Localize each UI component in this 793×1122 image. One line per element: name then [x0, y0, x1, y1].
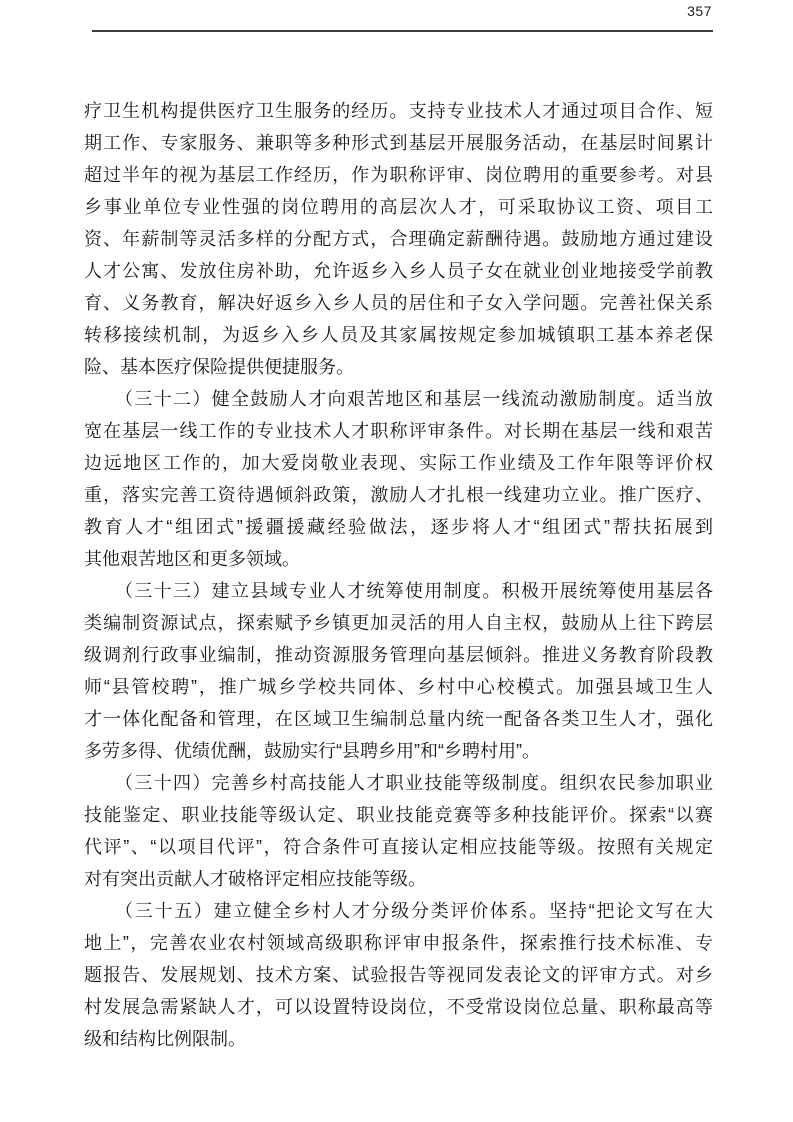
text-line: 多劳多得、优绩优酬，鼓励实行“县聘乡用”和“乡聘村用”。 — [84, 741, 540, 761]
text-line: 边远地区工作的，加大爱岗敬业表现、实际工作业绩及工作年限等评价权 — [84, 453, 713, 473]
header-rule — [92, 30, 713, 32]
text-line: 教育人才“组团式”援疆援藏经验做法，逐步将人才“组团式”帮扶拓展到 — [84, 517, 713, 537]
text-line: 疗卫生机构提供医疗卫生服务的经历。支持专业技术人才通过项目合作、短 — [84, 101, 713, 121]
text-line: 其他艰苦地区和更多领域。 — [84, 549, 300, 569]
text-line: 乡事业单位专业性强的岗位聘用的高层次人才，可采取协议工资、项目工 — [84, 197, 713, 217]
text-line: 资、年薪制等灵活多样的分配方式，合理确定薪酬待遇。鼓励地方通过建设 — [84, 229, 713, 249]
text-line: 村发展急需紧缺人才，可以设置特设岗位，不受常设岗位总量、职称最高等 — [84, 997, 713, 1017]
text-line: 人才公寓、发放住房补助，允许返乡入乡人员子女在就业创业地接受学前教 — [84, 261, 713, 281]
text-line: 期工作、专家服务、兼职等多种形式到基层开展服务活动，在基层时间累计 — [84, 133, 713, 153]
text-line: 转移接续机制，为返乡入乡人员及其家属按规定参加城镇职工基本养老保 — [84, 325, 713, 345]
text-line: 重，落实完善工资待遇倾斜政策，激励人才扎根一线建功立业。推广医疗、 — [84, 485, 713, 505]
text-line: 宽在基层一线工作的专业技术人才职称评审条件。对长期在基层一线和艰苦 — [84, 421, 713, 441]
page-number: 357 — [687, 3, 712, 19]
text-line: 技能鉴定、职业技能等级认定、职业技能竞赛等多种技能评价。探索“以赛 — [84, 805, 713, 825]
text-line: 超过半年的视为基层工作经历，作为职称评审、岗位聘用的重要参考。对县 — [84, 165, 713, 185]
text-line: （三十四）完善乡村高技能人才职业技能等级制度。组织农民参加职业 — [115, 773, 713, 793]
document-body — [84, 95, 713, 1055]
text-line: 育、义务教育，解决好返乡入乡人员的居住和子女入学问题。完善社保关系 — [84, 293, 713, 313]
text-line: 才一体化配备和管理，在区域卫生编制总量内统一配备各类卫生人才，强化 — [84, 709, 713, 729]
text-line: 级和结构比例限制。 — [84, 1029, 246, 1049]
text-line: 代评”、“以项目代评”，符合条件可直接认定相应技能等级。按照有关规定 — [84, 837, 713, 857]
text-line: 类编制资源试点，探索赋予乡镇更加灵活的用人自主权，鼓励从上往下跨层 — [84, 613, 713, 633]
text-line: （三十五）建立健全乡村人才分级分类评价体系。坚持“把论文写在大 — [115, 901, 713, 921]
text-line: 题报告、发展规划、技术方案、试验报告等视同发表论文的评审方式。对乡 — [84, 965, 713, 985]
text-line: （三十三）建立县域专业人才统筹使用制度。积极开展统筹使用基层各 — [115, 581, 713, 601]
text-line: 师“县管校聘”，推广城乡学校共同体、乡村中心校模式。加强县域卫生人 — [84, 677, 713, 697]
text-line: 对有突出贡献人才破格评定相应技能等级。 — [84, 869, 426, 889]
text-line: 级调剂行政事业编制，推动资源服务管理向基层倾斜。推进义务教育阶段教 — [84, 645, 713, 665]
text-line: 险、基本医疗保险提供便捷服务。 — [84, 357, 354, 377]
text-line: （三十二）健全鼓励人才向艰苦地区和基层一线流动激励制度。适当放 — [115, 389, 713, 409]
text-line: 地上”，完善农业农村领域高级职称评审申报条件，探索推行技术标准、专 — [84, 933, 713, 953]
